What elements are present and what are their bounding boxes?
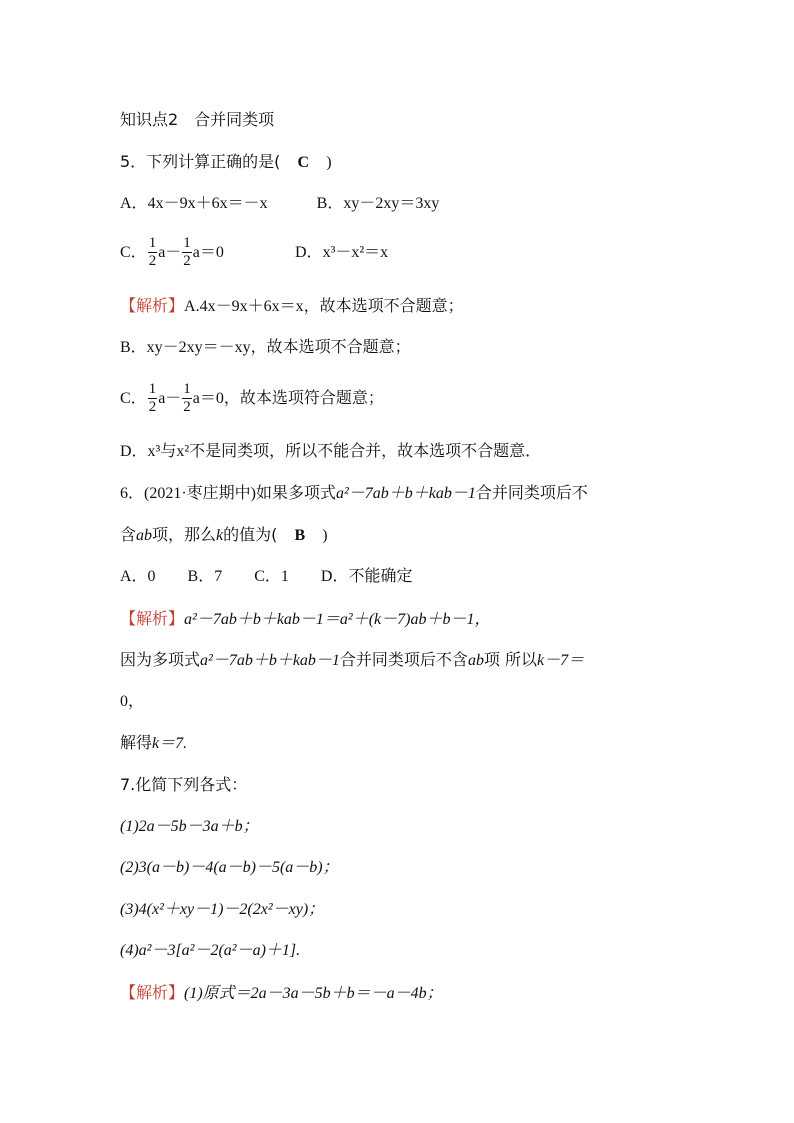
q6-analysis-ab: ab [467,652,484,669]
q7-part-2: (2)3(a－b)－4(a－b)－5(a－b)； [120,859,339,876]
q5-stem-text: 5．下列计算正确的是( [120,152,281,171]
q5-option-d: x³－x²＝x [322,244,389,261]
q6-stem-line-1 [120,483,588,504]
q5-analysis-fraction-1 [148,381,158,416]
q6-stem-2e: 的值为( [223,525,278,544]
q5-options-ab [120,193,439,214]
fraction-denominator: 2 [148,399,157,415]
q5-analysis-3 [120,378,384,419]
q5-stem [120,152,332,173]
q6-analysis-4a: 解得 [120,733,153,752]
q5-stem-end: ) [326,154,332,171]
q6-stem-2c: 项，那么 [152,525,217,544]
analysis-tag: 【解析】 [120,609,185,628]
q5-analysis-3-end: a＝0，故本选项符合题意； [192,390,384,407]
q7-analysis-text-1: (1)原式＝2a－3a－5b＋b＝－a－4b； [184,985,443,1002]
q6-analysis-2a: 因为多项式 [120,650,201,669]
q6-analysis-text-1: a²－7ab＋b＋kab－1＝a²＋(k－7)ab＋b－1， [184,611,491,628]
fraction-denominator: 2 [183,399,191,415]
q6-analysis-2c: 合并同类项后不含 [339,650,468,669]
section-heading: 知识点2 合并同类项 [120,110,275,129]
q6-stem-end: ) [322,527,328,544]
analysis-tag: 【解析】 [120,983,185,1002]
fraction-denominator: 2 [183,253,191,269]
q6-analysis-4b: k＝7. [152,735,188,752]
q7-part-4: (4)a²－3[a²－2(a²－a)＋1]. [120,942,301,959]
fraction-numerator: 1 [183,381,191,397]
q6-analysis-expression: a²－7ab＋b＋kab－1 [200,652,340,669]
q5-option-c-fraction-2 [182,235,192,270]
q6-stem-expression: a²－7ab＋b＋kab－1 [336,485,476,502]
q6-analysis-k: k－7＝ [537,652,585,669]
q5-options-cd [120,232,388,273]
q6-stem-1c: 合并同类项后不 [475,483,588,502]
fraction-numerator: 1 [148,381,157,397]
q6-stem-k: k [216,527,224,544]
fraction-numerator: 1 [183,235,191,251]
q5-option-c-fraction-1 [148,235,158,270]
q5-analysis-1 [120,296,464,317]
q5-option-b-label: B． [316,195,344,212]
q5-option-b: xy－2xy＝3xy [343,195,440,212]
q6-answer: B [294,527,306,544]
q6-stem-1a: 6．(2021·枣庄期中)如果多项式 [120,485,336,502]
q5-analysis-2: B．xy－2xy＝－xy，故本选项不合题意； [120,339,411,356]
q7-part-3: (3)4(x²＋xy－1)－2(2x²－xy)； [120,901,325,918]
q5-option-c-label: C． [120,244,147,261]
q5-analysis-fraction-2 [182,381,192,416]
fraction-denominator: 2 [148,253,157,269]
q6-analysis-4 [120,733,187,754]
q7-part-1: (1)2a－5b－3a＋b； [120,818,259,835]
q5-analysis-text-1: A.4x－9x＋6x＝x，故本选项不合题意； [184,298,464,315]
q6-analysis-1 [120,609,490,630]
q5-option-d-label: D． [295,244,323,261]
q6-stem-2a: 含 [120,525,137,544]
q5-option-c-end: a＝0 [192,244,224,261]
q5-answer: C [297,154,310,171]
q5-option-a-label: A． [120,195,148,212]
q6-analysis-2e: 项 所以 [483,650,538,669]
q7-analysis-1 [120,983,443,1004]
q5-option-a: 4x－9x＋6x＝－x [147,195,268,212]
q6-analysis-3: 0， [120,693,145,710]
fraction-numerator: 1 [148,235,157,251]
q5-analysis-3-label: C． [120,390,147,407]
q5-analysis-3-part: a－ [158,390,182,407]
q6-stem-line-2 [120,525,328,546]
q6-options: A．0 B．7 C．1 D．不能确定 [120,568,413,585]
q6-stem-ab: ab [136,527,153,544]
q7-stem: 7.化简下列各式： [120,775,248,794]
analysis-tag: 【解析】 [120,296,185,315]
q6-analysis-2 [120,650,584,671]
q5-analysis-4: D．x³与x²不是同类项，所以不能合并，故本选项不合题意． [120,443,542,460]
q5-option-c-part: a－ [158,244,182,261]
